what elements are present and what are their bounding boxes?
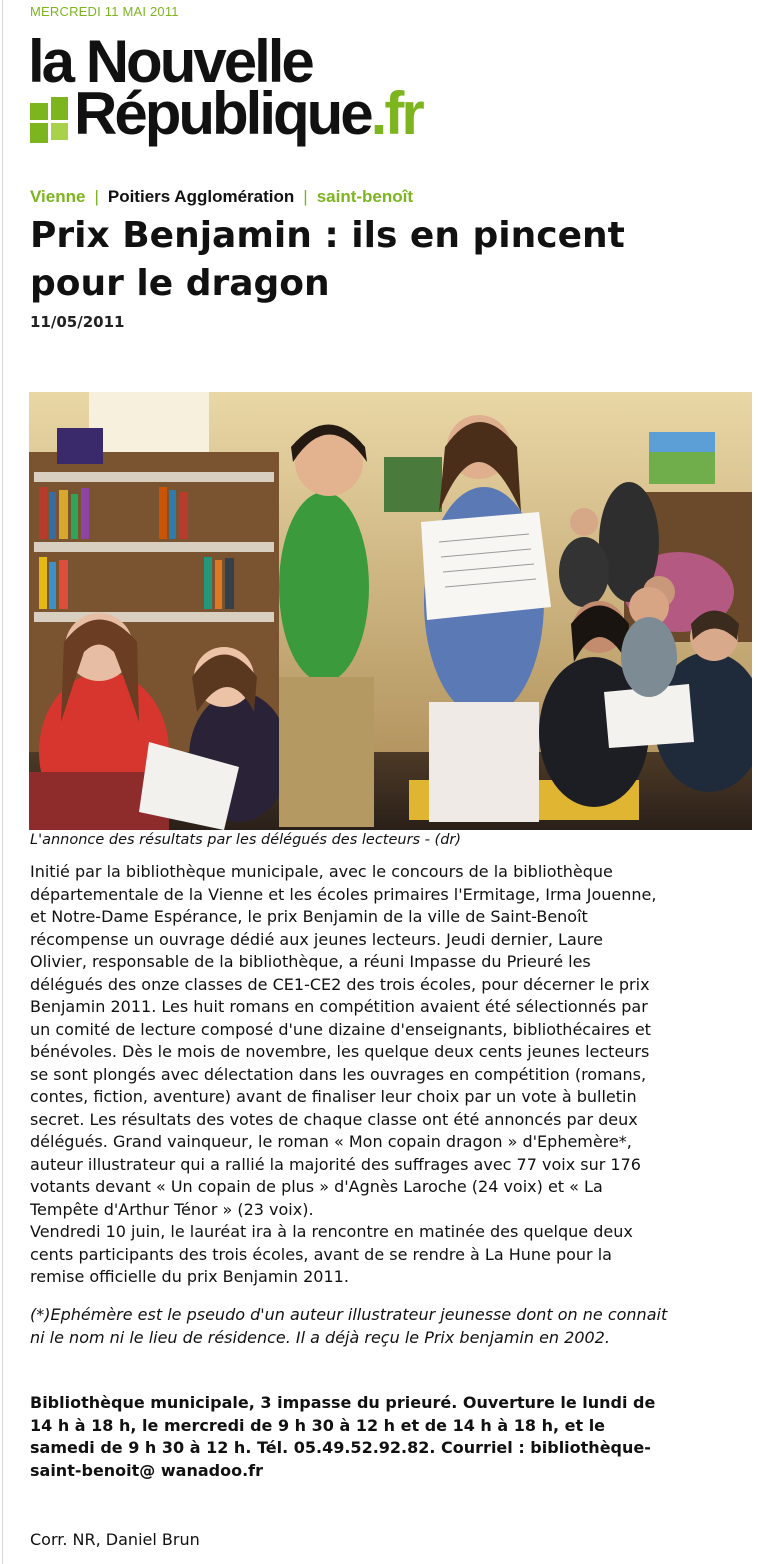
logo-line-1: la Nouvelle [28, 28, 312, 95]
body-line: Initié par la bibliothèque municipale, avec le concours de la bibliothèque [30, 862, 613, 881]
body-line: délégués. Grand vainqueur, le roman « Mon copain dragon » d'Ephemère*, [30, 1132, 632, 1151]
body-line: un comité de lecture composé d'une dizaine d'enseignants, bibliothécaires et [30, 1019, 651, 1039]
body-line: Benjamin 2011. Les huit romans en compétition avaient été sélectionnés par [30, 997, 648, 1016]
body-line: remise officielle du prix Benjamin 2011. [30, 1267, 349, 1286]
info-line: Bibliothèque municipale, 3 impasse du prieuré. Ouverture le lundi de [30, 1393, 656, 1412]
page-border [2, 0, 3, 1564]
body-line: délégués des onze classes de CE1-CE2 des trois écoles, pour décerner le prix [30, 974, 650, 994]
edition-date: MERCREDI 11 MAI 2011 [30, 4, 179, 19]
library-info [30, 1392, 750, 1482]
author-credit: Corr. NR, Daniel Brun [30, 1530, 200, 1549]
body-line: cents participants des trois écoles, avant de se rendre à La Hune pour la [30, 1244, 612, 1264]
article-body [30, 861, 750, 1289]
article-date: 11/05/2011 [30, 313, 125, 331]
body-line: Tempête d'Arthur Ténor » (23 voix). [30, 1199, 314, 1219]
body-line: et Notre-Dame Espérance, le prix Benjamin de la ville de Saint-Benoît [30, 907, 588, 926]
logo-domain-suffix: .fr [370, 80, 422, 147]
logo-line-2 [74, 80, 422, 147]
info-line: 14 h à 18 h, le mercredi de 9 h 30 à 12 h et de 14 h à 18 h, et le [30, 1415, 606, 1435]
info-line: samedi de 9 h 30 à 12 h. Tél. 05.49.52.92.82. Courriel : bibliothèque- [30, 1438, 651, 1457]
newspaper-logo[interactable] [28, 28, 508, 160]
footnote-line: ni le nom ni le lieu de résidence. Il a déjà reçu le Prix benjamin en 2002. [30, 1327, 610, 1347]
breadcrumb-town[interactable]: saint-benoît [316, 187, 414, 206]
breadcrumb-separator: | [303, 187, 308, 206]
logo-mark-icon [30, 97, 70, 143]
info-line: saint-benoit@ wanadoo.fr [30, 1460, 264, 1480]
body-line: Vendredi 10 juin, le lauréat ira à la rencontre en matinée des quelque deux [30, 1222, 633, 1241]
body-line: se sont plongés avec délectation dans les ouvrages en compétition (romans, [30, 1064, 647, 1084]
article-photo [29, 392, 752, 830]
breadcrumb-area[interactable]: Poitiers Agglomération [107, 187, 295, 206]
article-headline: Prix Benjamin : ils en pincent pour le dragon [30, 215, 625, 304]
body-line: auteur illustrateur qui a rallié la majorité des suffrages avec 77 voix sur 176 [30, 1154, 641, 1174]
breadcrumb [30, 187, 413, 207]
body-line: secret. Les résultats des votes de chaque classe ont été annoncés par deux [30, 1109, 638, 1129]
children-reading-illustration [29, 392, 752, 830]
body-line: Olivier, responsable de la bibliothèque, a réuni Impasse du Prieuré les [30, 952, 591, 971]
body-line: bénévoles. Dès le mois de novembre, les quelque deux cents jeunes lecteurs [30, 1042, 650, 1061]
breadcrumb-section[interactable]: Vienne [30, 187, 86, 206]
logo-main-word: République [74, 80, 371, 147]
body-line: votants devant « Un copain de plus » d'Agnès Laroche (24 voix) et « La [30, 1177, 603, 1196]
photo-caption: L'annonce des résultats par les délégués des lecteurs - (dr) [30, 832, 462, 848]
body-line: récompense un ouvrage dédié aux jeunes lecteurs. Jeudi dernier, Laure [30, 929, 603, 949]
article-footnote [30, 1304, 750, 1349]
body-line: départementale de la Vienne et les écoles primaires l'Ermitage, Irma Jouenne, [30, 884, 657, 904]
body-line: contes, fiction, aventure) avant de finaliser leur choix par un vote à bulletin [30, 1087, 637, 1106]
footnote-line: (*)Ephémère est le pseudo d'un auteur illustrateur jeunesse dont on ne connait [30, 1305, 668, 1324]
breadcrumb-separator: | [94, 187, 99, 206]
